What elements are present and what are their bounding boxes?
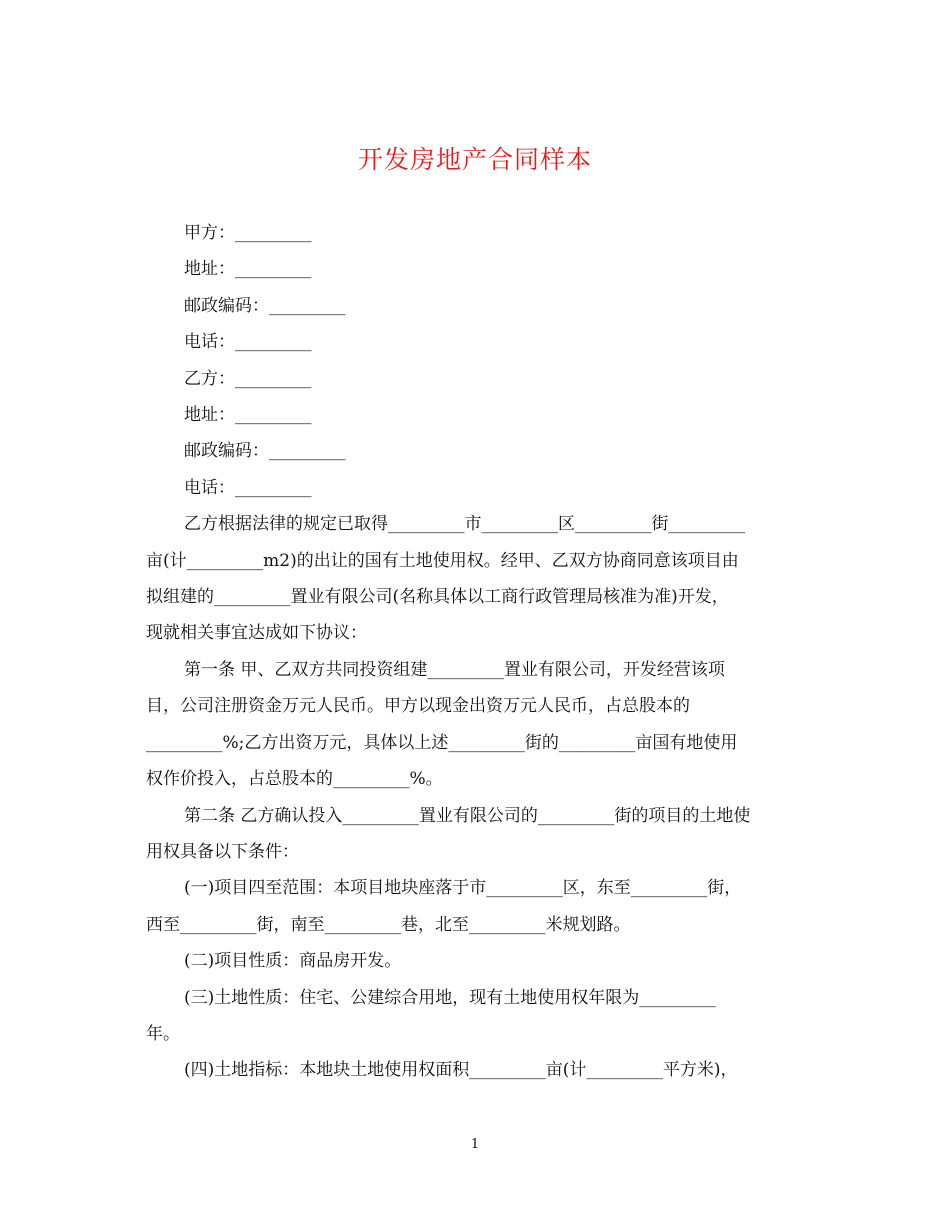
document-line: 第一条 甲、乙双方共同投资组建_________置业有限公司，开发经营该项 [184, 659, 725, 680]
document-line: (二)项目性质：商品房开发。 [184, 951, 402, 972]
document-line: 目，公司注册资金万元人民币。甲方以现金出资万元人民币，占总股本的 [146, 696, 690, 717]
document-line: _________%;乙方出资万元，具体以上述_________街的_________亩国有地使用 [146, 732, 738, 753]
document-line: 拟组建的_________置业有限公司(名称具体以工商行政管理局核准为准)开发， [146, 587, 729, 608]
document-line: 权作价投入，占总股本的_________%。 [146, 769, 443, 790]
document-line: 现就相关事宜达成如下协议： [146, 623, 367, 644]
document-body [146, 215, 806, 1089]
document-line: 邮政编码：_________ [184, 295, 346, 316]
document-line: 用权具备以下条件： [146, 841, 299, 862]
document-line: 电话：_________ [184, 332, 312, 353]
document-line: 地址：_________ [184, 405, 312, 426]
document-line: (一)项目四至范围：本项目地块座落于市_________区，东至_________街， [184, 878, 742, 899]
document-line: 乙方根据法律的规定已取得_________市_________区_________街_________ [184, 514, 745, 535]
document-line: 地址：_________ [184, 259, 312, 280]
document-line: 电话：_________ [184, 477, 312, 498]
document-line: 年。 [146, 1023, 180, 1044]
document-line: 第二条 乙方确认投入_________置业有限公司的_________街的项目的土地使 [184, 805, 751, 826]
document-line: 西至_________街，南至_________巷，北至_________米规划路。 [146, 914, 631, 935]
document-line: 乙方：_________ [184, 368, 312, 389]
document-line: (四)土地指标：本地块土地使用权面积_________亩(计_________平方米)， [184, 1060, 738, 1081]
document-title: 开发房地产合同样本 [357, 145, 592, 174]
page-number: 1 [470, 1137, 480, 1152]
document-line: 甲方：_________ [184, 223, 312, 243]
document-line: 亩(计_________m2)的出让的国有土地使用权。经甲、乙双方协商同意该项目由 [146, 550, 739, 571]
document-line: 邮政编码：_________ [184, 441, 346, 462]
document-line: (三)土地性质：住宅、公建综合用地，现有土地使用权年限为_________ [184, 987, 716, 1008]
